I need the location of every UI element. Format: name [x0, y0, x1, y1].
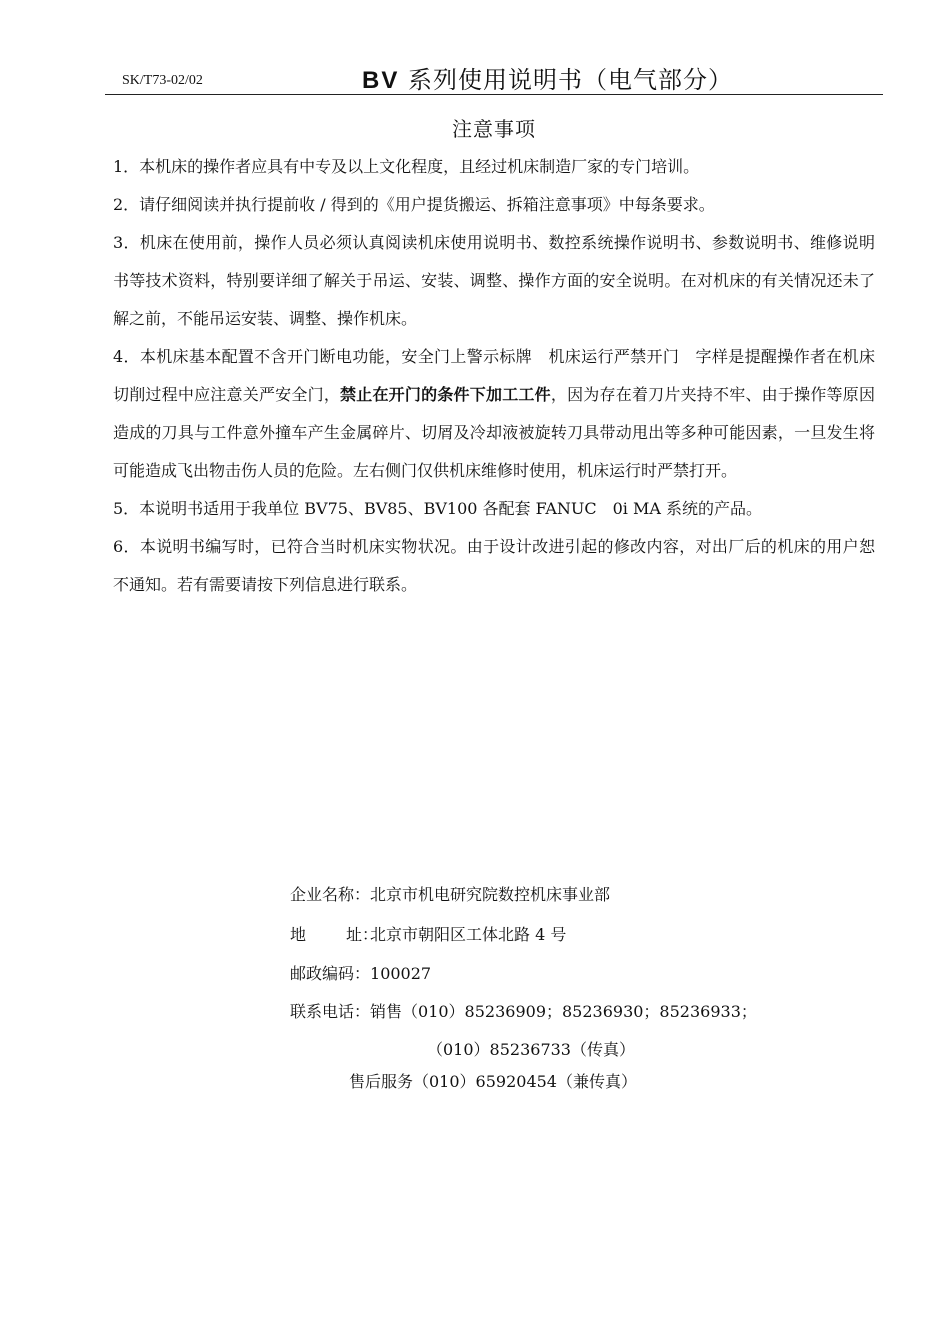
address-row: [290, 922, 566, 945]
document-code: SK/T73-02/02: [122, 73, 203, 88]
company-row: [290, 882, 610, 905]
address-label: [290, 922, 379, 945]
notice-list: [113, 148, 875, 604]
address-label-part-2: 址：: [346, 925, 379, 944]
document-title-series: BV: [362, 67, 400, 94]
address-label-part-1: 地: [290, 925, 307, 944]
notice-item-4-emphasis: 禁止在开门的条件下加工工件: [340, 385, 551, 404]
notice-item-5: 5．本说明书适用于我单位 BV75、BV85、BV100 各配套 FANUC 0i MA 系统的产品。: [113, 499, 763, 518]
postcode-value: 100027: [370, 964, 432, 983]
document-title: [362, 60, 733, 95]
phone-sales: 销售（010）85236909；85236930；85236933；: [370, 1002, 757, 1021]
company-value: 北京市机电研究院数控机床事业部: [370, 885, 611, 904]
notice-item-2: 2．请仔细阅读并执行提前收 / 得到的《用户提货搬运、拆箱注意事项》中每条要求。: [113, 195, 715, 214]
phone-service: 售后服务（010）65920454（兼传真）: [349, 1072, 637, 1091]
phone-label: 联系电话：: [290, 1002, 371, 1021]
company-label: 企业名称：: [290, 885, 371, 904]
page-header: [105, 58, 883, 95]
notice-item-4: [113, 338, 875, 490]
phone-row: [290, 999, 757, 1022]
postcode-label: 邮政编码：: [290, 964, 371, 983]
postcode-row: [290, 961, 431, 984]
phone-fax: （010）85236733（传真）: [427, 1040, 635, 1059]
notice-item-3: 3．机床在使用前，操作人员必须认真阅读机床使用说明书、数控系统操作说明书、参数说明书、维修说明书等技术资料，特别要详细了解关于吊运、安装、调整、操作方面的安全说明。在对机床的有关情况还未了解之前，不能吊运安装、调整、操作机床。: [113, 233, 875, 328]
notice-item-4-text-rest: ，因为存在着刀片夹持不牢、由于操作等原因造成的刀具与工件意外撞车产生金属碎片、切屑及冷却液被旋转刀具带动甩出等多种可能因素，一旦发生将可能造成飞出物击伤人员的危险。左右侧门仅供机床维修时使用，机床运行时严禁打开。: [113, 385, 875, 480]
notice-item-4-text: 4．本机床基本配置不含开门断电功能，安全门上警示标牌 机床运行严禁开门 字样是提醒操作者在机床切削过程中应注意关严安全门，: [113, 347, 875, 404]
document-title-rest: 系列使用说明书（电气部分）: [399, 66, 733, 94]
notice-item-1: 1．本机床的操作者应具有中专及以上文化程度，且经过机床制造厂家的专门培训。: [113, 157, 700, 176]
notice-heading: 注意事项: [452, 117, 536, 141]
address-value: 北京市朝阳区工体北路 4 号: [370, 925, 567, 944]
notice-item-6: 6．本说明书编写时，已符合当时机床实物状况。由于设计改进引起的修改内容，对出厂后的机床的用户恕不通知。若有需要请按下列信息进行联系。: [113, 537, 875, 594]
